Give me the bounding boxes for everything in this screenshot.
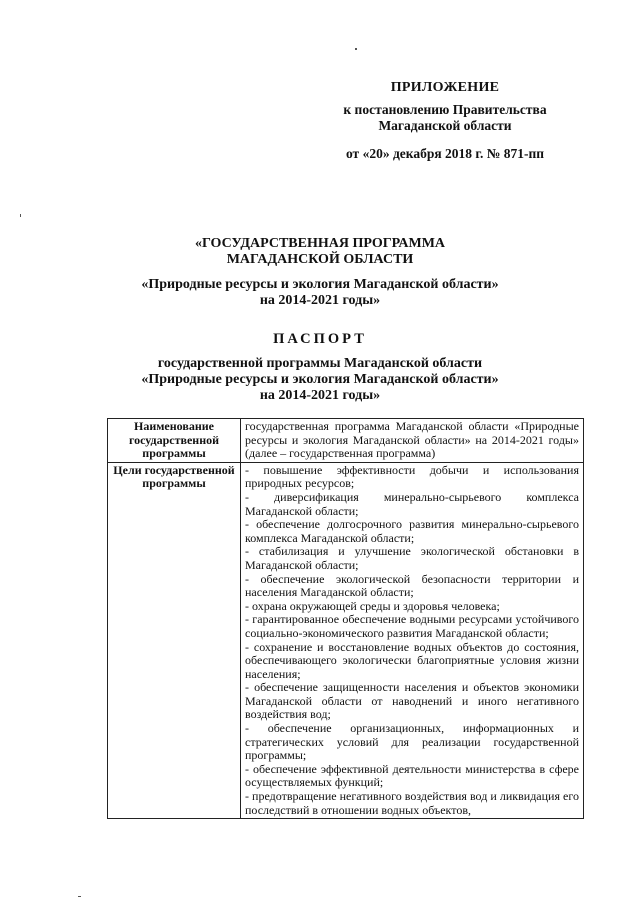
table-row [108,419,584,463]
list-item: - охрана окружающей среды и здоровья человека; [245,598,500,613]
passport-subheading-line-3: на 2014-2021 годы» [259,388,381,403]
row-value: государственная программа Магаданской области «Природные ресурсы и экология Магаданской области» на 2014-2021 годы» (далее – государственная программа) [241,419,584,463]
list-item: - обеспечение долгосрочного развития минерально-сырьевого комплекса Магаданской области; [245,517,579,545]
list-item: - обеспечение организационных, информационных и стратегических условий для реализации государственной программы; [245,721,579,763]
list-item: - предотвращение негативного воздействия вод и ликвидация его последствий в отношении водных объектов, [245,789,579,817]
appendix-title: ПРИЛОЖЕНИЕ [390,80,500,95]
list-item: - повышение эффективности добычи и использования природных ресурсов; [245,462,579,491]
list-item: - гарантированное обеспечение водными ресурсами устойчивого социально-экономического развития Магаданской области; [245,612,579,640]
passport-table [107,418,584,819]
list-item: - обеспечение эффективной деятельности министерства в сфере осуществляемых функций; [245,761,579,790]
row-label: Цели государственной программы [108,462,241,818]
program-subtitle-line-2: на 2014-2021 годы» [259,293,381,308]
row-label: Наименование государственной программы [108,419,241,463]
passport-subheading-line-2: «Природные ресурсы и экология Магаданской области» [141,372,499,387]
program-title-line-1: «ГОСУДАРСТВЕННАЯ ПРОГРАММА [194,236,446,251]
list-item: - стабилизация и улучшение экологической обстановки в Магаданской области; [245,544,579,572]
scan-speck [20,214,21,217]
decree-date: от «20» декабря 2018 г. № 871-пп [345,146,544,161]
scan-speck [355,48,357,50]
goals-list [241,462,584,818]
list-item: - обеспечение экологической безопасности территории и населения Магаданской области; [245,571,579,600]
decree-line-2: Магаданской области [378,118,512,133]
program-subtitle-line-1: «Природные ресурсы и экология Магаданской области» [141,277,499,292]
scan-speck [78,896,81,897]
approval-header [300,80,590,162]
program-title-line-2: МАГАДАНСКОЙ ОБЛАСТИ [226,252,414,267]
decree-line-1: к постановлению Правительства [343,102,547,117]
list-item: - сохранение и восстановление водных объектов до состояния, обеспечивающего экологически благоприятные условия жизни населения; [245,639,579,681]
table-row [108,462,584,818]
passport-subheading-line-1: государственной программы Магаданской области [157,356,483,371]
list-item: - обеспечение защищенности населения и объектов экономики Магаданской области от наводнений и иного негативного воздействия вод; [245,680,579,722]
program-title-block [40,236,600,404]
list-item: - диверсификация минерально-сырьевого комплекса Магаданской области; [245,489,579,518]
passport-heading: ПАСПОРТ [273,331,367,347]
